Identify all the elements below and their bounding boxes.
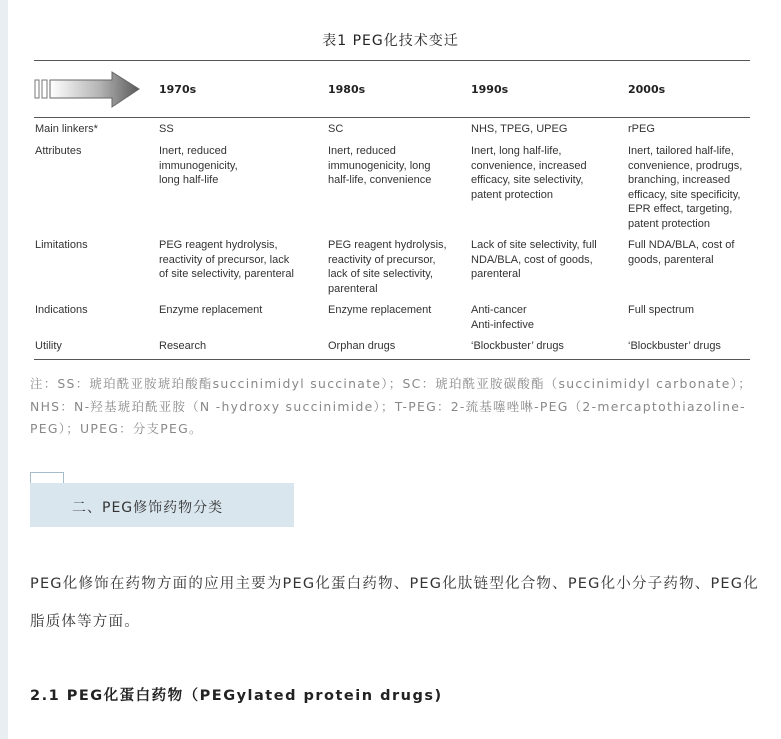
table-cell: Research (159, 340, 207, 352)
table-cell: SC (328, 123, 344, 135)
decade-header-2000s: 2000s (628, 83, 666, 96)
row-label-attributes: Attributes (35, 145, 82, 157)
table-cell: Enzyme replacement (159, 304, 263, 316)
table-cell: Inert, reduced immunogenicity, long half-life (159, 145, 238, 187)
table-cell: SS (159, 123, 174, 135)
table-cell: Inert, reduced immunogenicity, long half-life, convenience (328, 145, 432, 187)
row-label-indications: Indications (35, 304, 88, 316)
decade-header-1990s: 1990s (471, 83, 509, 96)
subsection-heading: 2.1 PEG化蛋白药物（PEGylated protein drugs) (30, 688, 443, 704)
decade-header-1970s: 1970s (159, 83, 197, 96)
body-paragraph: PEG化修饰在药物方面的应用主要为PEG化蛋白药物、PEG化肽链型化合物、PEG化小分子药物、PEG化脂质体等方面。 (30, 576, 759, 630)
left-edge-strip (0, 0, 8, 739)
row-label-utility: Utility (35, 340, 62, 352)
row-label-limitations: Limitations (35, 239, 88, 251)
decade-header-1980s: 1980s (328, 83, 366, 96)
table-title: 表1 PEG化技术变迁 (322, 33, 459, 49)
table-cell: rPEG (628, 123, 655, 135)
table-cell: Full NDA/BLA, cost of goods, parenteral (628, 239, 735, 266)
section-title: 二、PEG修饰药物分类 (72, 500, 224, 516)
table-cell: ‘Blockbuster’ drugs (628, 340, 721, 352)
table-cell: Lack of site selectivity, full NDA/BLA, cost of goods, parenteral (471, 239, 597, 281)
table-cell: Full spectrum (628, 304, 695, 316)
table-cell: Orphan drugs (328, 340, 396, 352)
table-cell: Inert, tailored half-life, convenience, prodrugs, branching, increased efficacy, site specificity, EPR effect, targeting, patent protection (628, 145, 743, 230)
table-cell: Anti-cancer Anti-infective (471, 304, 534, 331)
table-cell: NHS, TPEG, UPEG (471, 123, 568, 135)
section-corner-decoration (30, 472, 64, 483)
table-cell: PEG reagent hydrolysis, reactivity of precursor, lack of site selectivity, parenteral (159, 239, 294, 281)
table-top-rule (34, 60, 750, 61)
timeline-arrow-icon (34, 70, 142, 110)
table-bottom-rule (34, 359, 750, 360)
table-cell: Enzyme replacement (328, 304, 432, 316)
table-cell: ‘Blockbuster’ drugs (471, 340, 564, 352)
table-cell: Inert, long half-life, convenience, increased efficacy, site selectivity, patent protection (471, 145, 587, 201)
table-footnote: 注：SS：琥珀酰亚胺琥珀酸酯succinimidyl succinate）；SC：琥珀酰亚胺碳酸酯（succinimidyl carbonate）；NHS：N-羟基琥珀酰亚胺（N -hydroxy succinimide）；T-PEG：2-巯基噻唑啉-PEG（2-mercaptothiazoline-PEG）；UPEG：分支PEG。 (30, 376, 752, 436)
row-label-main-linkers: Main linkers* (35, 123, 98, 135)
table-header-rule (34, 117, 750, 118)
table-cell: PEG reagent hydrolysis, reactivity of precursor, lack of site selectivity, parenteral (328, 239, 447, 295)
